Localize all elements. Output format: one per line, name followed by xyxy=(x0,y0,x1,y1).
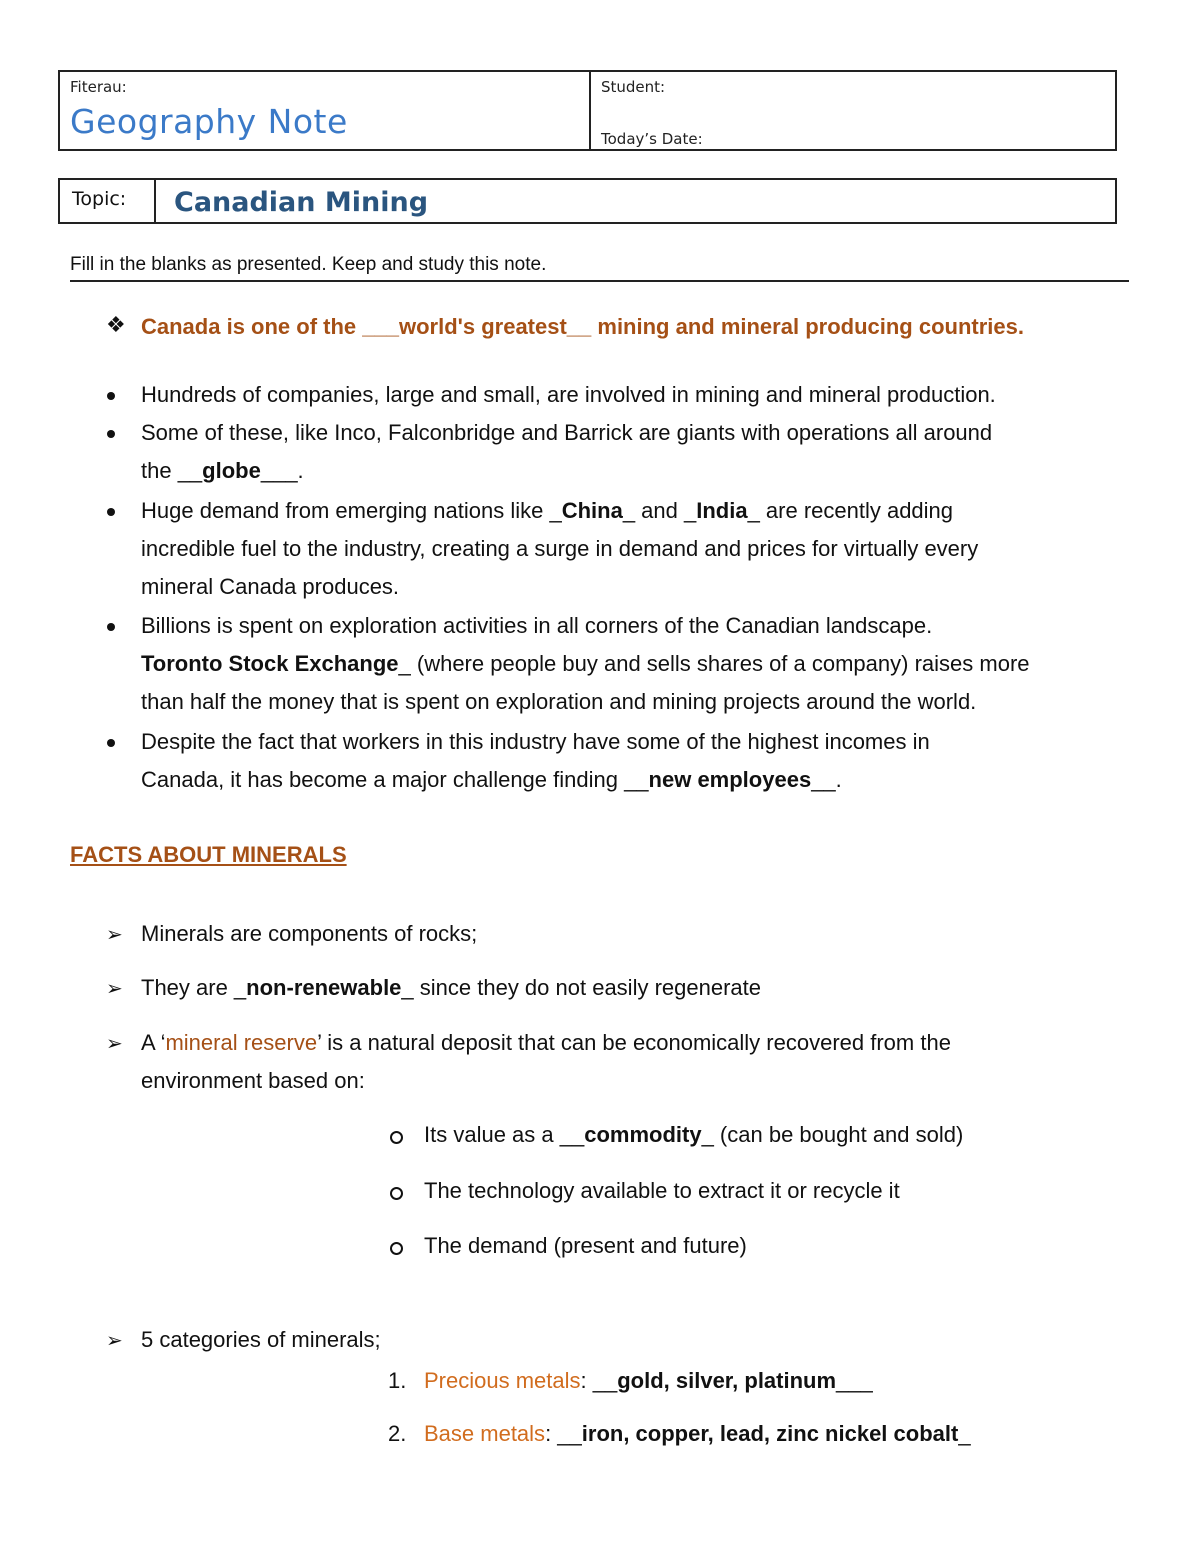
fact-1: Minerals are components of rocks; xyxy=(141,921,478,946)
teacher-label: Fiterau: xyxy=(70,78,127,96)
bullet-dot-icon xyxy=(107,392,115,400)
text-run: _ since they do not easily regenerate xyxy=(401,975,761,1000)
header-box xyxy=(58,70,1117,151)
student-label: Student: xyxy=(601,78,666,96)
sub-bullet-2: The technology available to extract it or recycle it xyxy=(424,1178,900,1203)
section-heading: FACTS ABOUT MINERALS xyxy=(70,842,347,867)
bullet-3-line-1 xyxy=(141,492,953,530)
topic-value: Canadian Mining xyxy=(174,187,429,218)
fact-3-line-1 xyxy=(141,1024,951,1062)
answer-globe: globe xyxy=(202,458,261,483)
bullet-4-line-1: Billions is spent on exploration activities in all corners of the Canadian landscape. xyxy=(141,613,933,638)
fact-2 xyxy=(141,969,761,1007)
date-label: Today’s Date: xyxy=(601,130,703,148)
text-run: Huge demand from emerging nations like _ xyxy=(141,498,562,523)
circle-bullet-icon xyxy=(390,1187,403,1200)
term-mineral-reserve: mineral reserve xyxy=(165,1030,318,1055)
text-run: ___ xyxy=(836,1368,873,1393)
arrow-bullet-icon: ➢ xyxy=(106,1328,123,1352)
bullet-4-line-3: than half the money that is spent on exploration and mining projects around the world. xyxy=(141,689,977,714)
doc-title: Geography Note xyxy=(70,102,348,141)
text-run: A ‘ xyxy=(141,1030,166,1055)
text-run: _ and _ xyxy=(622,498,697,523)
bullet-4-line-2 xyxy=(141,645,1030,683)
bullet-dot-icon xyxy=(107,623,115,631)
answer-precious-metals: gold, silver, platinum xyxy=(617,1368,837,1393)
category-1 xyxy=(424,1362,873,1400)
text-run: _ xyxy=(958,1421,971,1446)
text-run: They are _ xyxy=(141,975,247,1000)
answer-tsx: Toronto Stock Exchange xyxy=(141,651,399,676)
divider xyxy=(70,280,1129,282)
text-run: ’ is a natural deposit that can be economically recovered from the xyxy=(317,1030,951,1055)
bullet-3-line-3: mineral Canada produces. xyxy=(141,574,400,599)
header-right-cell xyxy=(591,72,1115,149)
bullet-dot-icon xyxy=(107,739,115,747)
arrow-bullet-icon: ➢ xyxy=(106,922,123,946)
fact-3-line-2: environment based on: xyxy=(141,1068,365,1093)
bullet-5-line-2 xyxy=(141,761,842,799)
diamond-bullet-icon: ❖ xyxy=(106,313,126,338)
bullet-2-line-2 xyxy=(141,452,304,490)
text-run: _ (where people buy and sells shares of a company) raises more xyxy=(398,651,1030,676)
arrow-bullet-icon: ➢ xyxy=(106,976,123,1000)
bullet-5-line-1: Despite the fact that workers in this industry have some of the highest incomes in xyxy=(141,729,930,754)
answer-commodity: commodity xyxy=(584,1122,702,1147)
circle-bullet-icon xyxy=(390,1131,403,1144)
topic-box xyxy=(58,178,1117,224)
fact-4: 5 categories of minerals; xyxy=(141,1327,381,1352)
answer-non-renewable: non-renewable xyxy=(246,975,402,1000)
text-run: : __ xyxy=(580,1368,618,1393)
text-run: : __ xyxy=(545,1421,582,1446)
text-run: the __ xyxy=(141,458,203,483)
category-2 xyxy=(424,1415,971,1453)
answer-new-employees: new employees xyxy=(648,767,812,792)
text-run: _ are recently adding xyxy=(747,498,954,523)
text-run: Its value as a __ xyxy=(424,1122,585,1147)
category-1-number: 1. xyxy=(388,1368,407,1393)
bullet-3-line-2: incredible fuel to the industry, creating a surge in demand and prices for virtually every xyxy=(141,536,979,561)
category-label: Base metals xyxy=(424,1421,546,1446)
answer-china: China xyxy=(561,498,623,523)
bullet-2-line-1: Some of these, like Inco, Falconbridge and Barrick are giants with operations all around xyxy=(141,420,993,445)
topic-label: Topic: xyxy=(60,180,156,222)
text-run: Canada, it has become a major challenge finding __ xyxy=(141,767,649,792)
text-run: ___. xyxy=(260,458,304,483)
category-2-number: 2. xyxy=(388,1421,407,1446)
circle-bullet-icon xyxy=(390,1242,403,1255)
answer-india: India xyxy=(696,498,748,523)
intro-statement: Canada is one of the ___world's greatest__ mining and mineral producing countries. xyxy=(141,314,1024,339)
sub-bullet-3: The demand (present and future) xyxy=(424,1233,747,1258)
bullet-1: Hundreds of companies, large and small, are involved in mining and mineral production. xyxy=(141,382,996,407)
answer-base-metals: iron, copper, lead, zinc nickel cobalt xyxy=(581,1421,959,1446)
arrow-bullet-icon: ➢ xyxy=(106,1031,123,1055)
header-left-cell xyxy=(60,72,591,149)
bullet-dot-icon xyxy=(107,508,115,516)
sub-bullet-1 xyxy=(424,1116,963,1154)
bullet-dot-icon xyxy=(107,430,115,438)
category-label: Precious metals xyxy=(424,1368,581,1393)
text-run: __. xyxy=(811,767,842,792)
instructions: Fill in the blanks as presented. Keep and study this note. xyxy=(70,254,547,275)
text-run: _ (can be bought and sold) xyxy=(701,1122,964,1147)
